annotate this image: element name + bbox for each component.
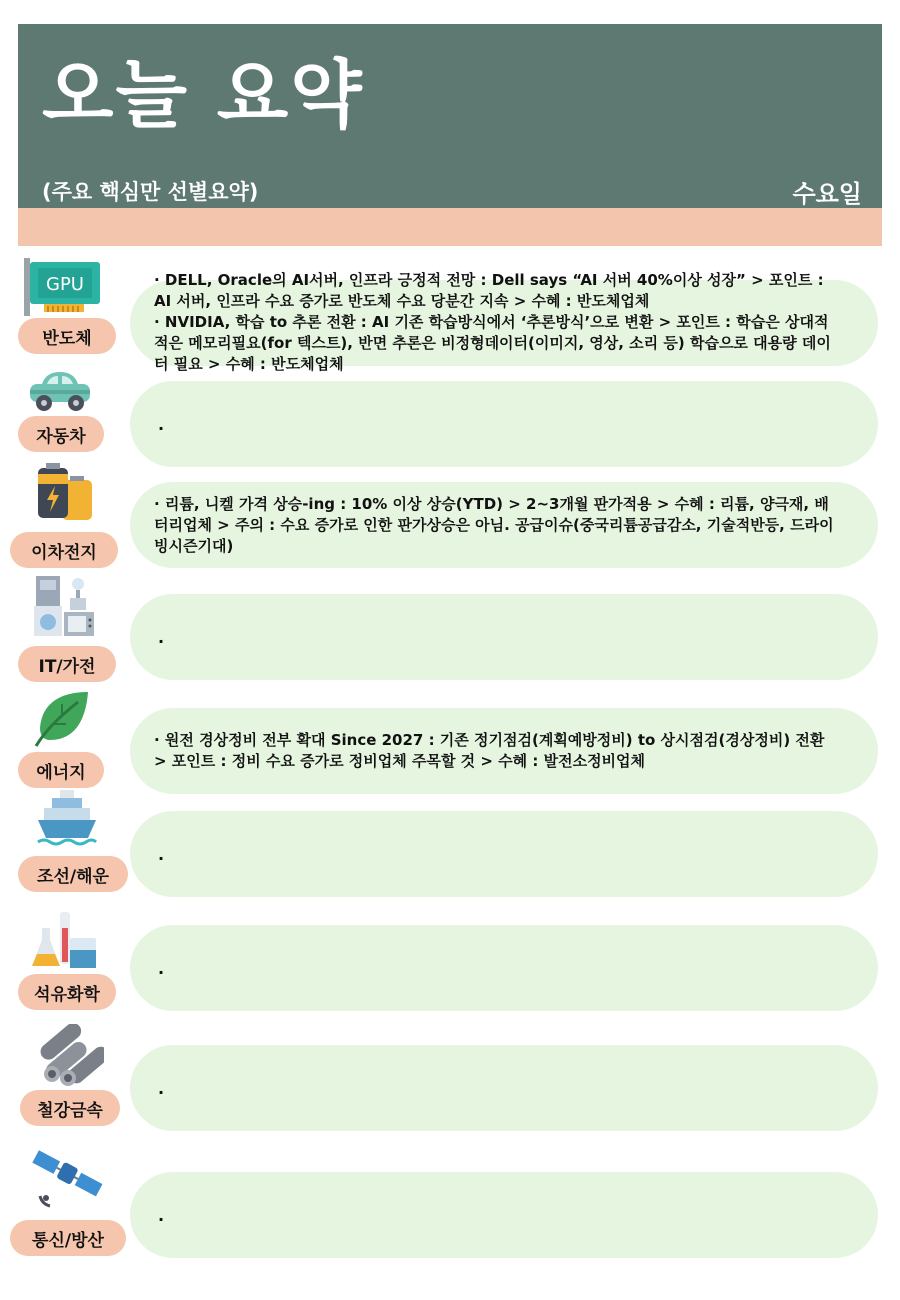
steel-pipes-icon <box>38 1024 104 1086</box>
sector-label: 자동차 <box>18 416 104 452</box>
leaf-icon <box>32 690 90 748</box>
sector-summary-text: . <box>158 1078 165 1098</box>
car-icon <box>28 370 92 414</box>
sector-label: 에너지 <box>18 752 104 788</box>
gpu-icon <box>24 258 102 316</box>
sector-label: 통신/방산 <box>10 1220 126 1256</box>
sector-summary <box>130 381 878 467</box>
sector-label: 석유화학 <box>18 974 116 1010</box>
page-subtitle: (주요 핵심만 선별요약) <box>42 180 259 204</box>
sector-summary-text: . <box>158 1205 165 1225</box>
header-banner <box>18 24 882 208</box>
sector-label: 이차전지 <box>10 532 118 568</box>
ship-icon <box>36 788 98 848</box>
sector-summary <box>130 594 878 680</box>
svg-text:GPU: GPU <box>46 274 84 295</box>
battery-icon <box>36 462 98 524</box>
sector-summary <box>130 482 878 568</box>
sector-summary-text: . <box>158 414 165 434</box>
page-title: 오늘 요약 <box>42 52 364 138</box>
sector-label: 조선/해운 <box>18 856 128 892</box>
sector-summary-text: · DELL, Oracle의 AI서버, 인프라 긍정적 전망 : Dell says “AI 서버 40%이상 성장” > 포인트 : AI 서버, 인프라 수요 증가로 반도체 수요 당분간 지속 > 수혜 : 반도체업체 · NVIDIA, 학습 to 추론 전환 : AI 기존 학습방식에서 ‘추론방식’으로 변환 > 포인트 : 학습은 상대적 적은 메모리필요(for 텍스트), 반면 추론은 비정형데이터(이미지, 영상, 소리 등) 학습으로 대용량 데이터 필요 > 수혜 : 반도체업체 <box>154 271 831 373</box>
sector-summary <box>130 1172 878 1258</box>
sector-summary <box>130 925 878 1011</box>
sector-summary <box>130 811 878 897</box>
sector-summary <box>130 1045 878 1131</box>
sector-summary-text: . <box>158 958 165 978</box>
appliances-icon <box>32 574 96 636</box>
sector-label: 반도체 <box>18 318 116 354</box>
sector-summary-text: . <box>158 627 165 647</box>
sector-summary <box>130 708 878 794</box>
satellite-icon <box>28 1146 104 1210</box>
weekday-label: 수요일 <box>792 180 862 208</box>
header-stripe <box>18 208 882 246</box>
sector-summary-text: · 원전 경상정비 전부 확대 Since 2027 : 기존 정기점검(계획예방정비) to 상시점검(경상정비) 전환 > 포인트 : 정비 수요 증가로 정비업체 주목할 것 > 수혜 : 발전소정비업체 <box>154 731 825 770</box>
sector-summary-text: · 리튬, 니켈 가격 상승-ing : 10% 이상 상승(YTD) > 2~3개월 판가적용 > 수혜 : 리튬, 양극재, 배터리업체 > 주의 : 수요 증가로 인한 판가상승은 아님. 공급이슈(중국리튬공급감소, 기술적반등, 드라이빙시즌기대) <box>154 494 834 555</box>
sector-summary <box>130 271 878 373</box>
sector-label: IT/가전 <box>18 646 116 682</box>
sector-label: 철강금속 <box>20 1090 120 1126</box>
flask-icon <box>32 910 100 972</box>
sector-summary-text: . <box>158 844 165 864</box>
